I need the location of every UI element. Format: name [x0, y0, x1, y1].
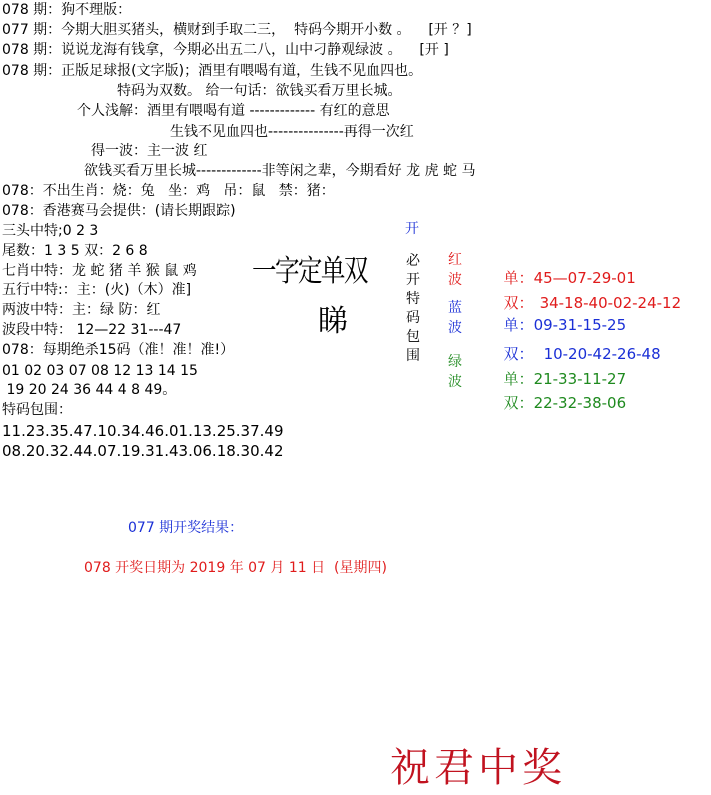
text-line: 078：每期绝杀15码（准！准！准!） — [2, 342, 235, 358]
text-line: 19 20 24 36 44 4 8 49。 — [2, 382, 177, 398]
text-line: 078：香港赛马会提供：(请长期跟踪) — [2, 203, 236, 219]
text-line: 波段中特： 12—22 31---47 — [2, 322, 182, 338]
text-line: 五行中特:：主：(火)（木）准] — [2, 282, 192, 298]
text-line: 七肖中特：龙 蛇 猪 羊 猴 鼠 鸡 — [2, 263, 197, 279]
row-prefix: 单： — [503, 269, 534, 287]
text-line: 得一波：主一波 红 — [91, 143, 208, 159]
text-line: 11.23.35.47.10.34.46.01.13.25.37.49 — [2, 422, 284, 440]
row-numbers: 22-32-38-06 — [533, 394, 627, 412]
wave-row-green-double — [494, 376, 626, 412]
wave-label-blue: 蓝波 — [448, 300, 462, 336]
text-line: 08.20.32.44.07.19.31.43.06.18.30.42 — [2, 442, 284, 460]
text-line: 生钱不见血四也---------------再得一次红 — [170, 124, 414, 140]
row-numbers: 09-31-15-25 — [533, 316, 627, 334]
text-line: 三头中特;0 2 3 — [2, 223, 99, 239]
text-line: 特码为双数。 给一句话：欲钱买看万里长城。 — [117, 83, 402, 99]
row-prefix: 双： — [503, 294, 534, 312]
kai-label: 开 — [405, 221, 419, 237]
slogan-line-1: 一字定单双 — [252, 254, 367, 289]
vertical-caption: 必开特码包围 — [406, 253, 420, 364]
blessing-text: 祝君中奖 — [390, 745, 566, 791]
text-line: 尾数：1 3 5 双：2 6 8 — [2, 243, 148, 259]
text-line: 欲钱买看万里长城-------------非等闲之辈，今期看好 龙 虎 蛇 马 — [84, 163, 476, 179]
row-prefix: 双： — [503, 345, 534, 363]
text-line: 特码包围： — [2, 402, 72, 418]
draw-date: 078 开奖日期为 2019 年 07 月 11 日 (星期四) — [84, 560, 387, 576]
text-line: 078：不出生肖：烧：兔 坐：鸡 吊：鼠 禁：猪： — [2, 183, 335, 199]
text-line: 078 期：说说龙海有钱拿，今期必出五二八，山中刁静观绿波 。 [开 ] — [2, 42, 449, 58]
row-numbers: 45—07-29-01 — [533, 269, 636, 287]
text-line: 两波中特：主：绿 防：红 — [2, 302, 161, 318]
wave-label-green: 绿波 — [448, 354, 462, 390]
slogan-line-2: 睇 — [318, 304, 348, 339]
text-line: 01 02 03 07 08 12 13 14 15 — [2, 363, 198, 379]
text-line: 078 期：正版足球报(文字版)；酒里有喂喝有道，生钱不见血四也。 — [2, 63, 423, 79]
row-prefix: 单： — [503, 370, 534, 388]
row-numbers: 21-33-11-27 — [533, 370, 627, 388]
row-numbers: 10-20-42-26-48 — [543, 345, 661, 363]
issue-header: 078 期：狗不理版： — [2, 2, 132, 18]
text-line: 077 期：今期大胆买猪头，横财到手取二三， 特码今期开小数 。 [开 ？] — [2, 22, 472, 38]
text-line: 个人浅解：酒里有喂喝有道 ------------- 有红的意思 — [77, 103, 390, 119]
wave-label-red: 红波 — [448, 252, 462, 288]
row-numbers: 34-18-40-02-24-12 — [539, 294, 682, 312]
results-title: 077 期开奖结果： — [128, 520, 244, 536]
row-prefix: 单： — [503, 316, 534, 334]
row-prefix: 双： — [503, 394, 534, 412]
